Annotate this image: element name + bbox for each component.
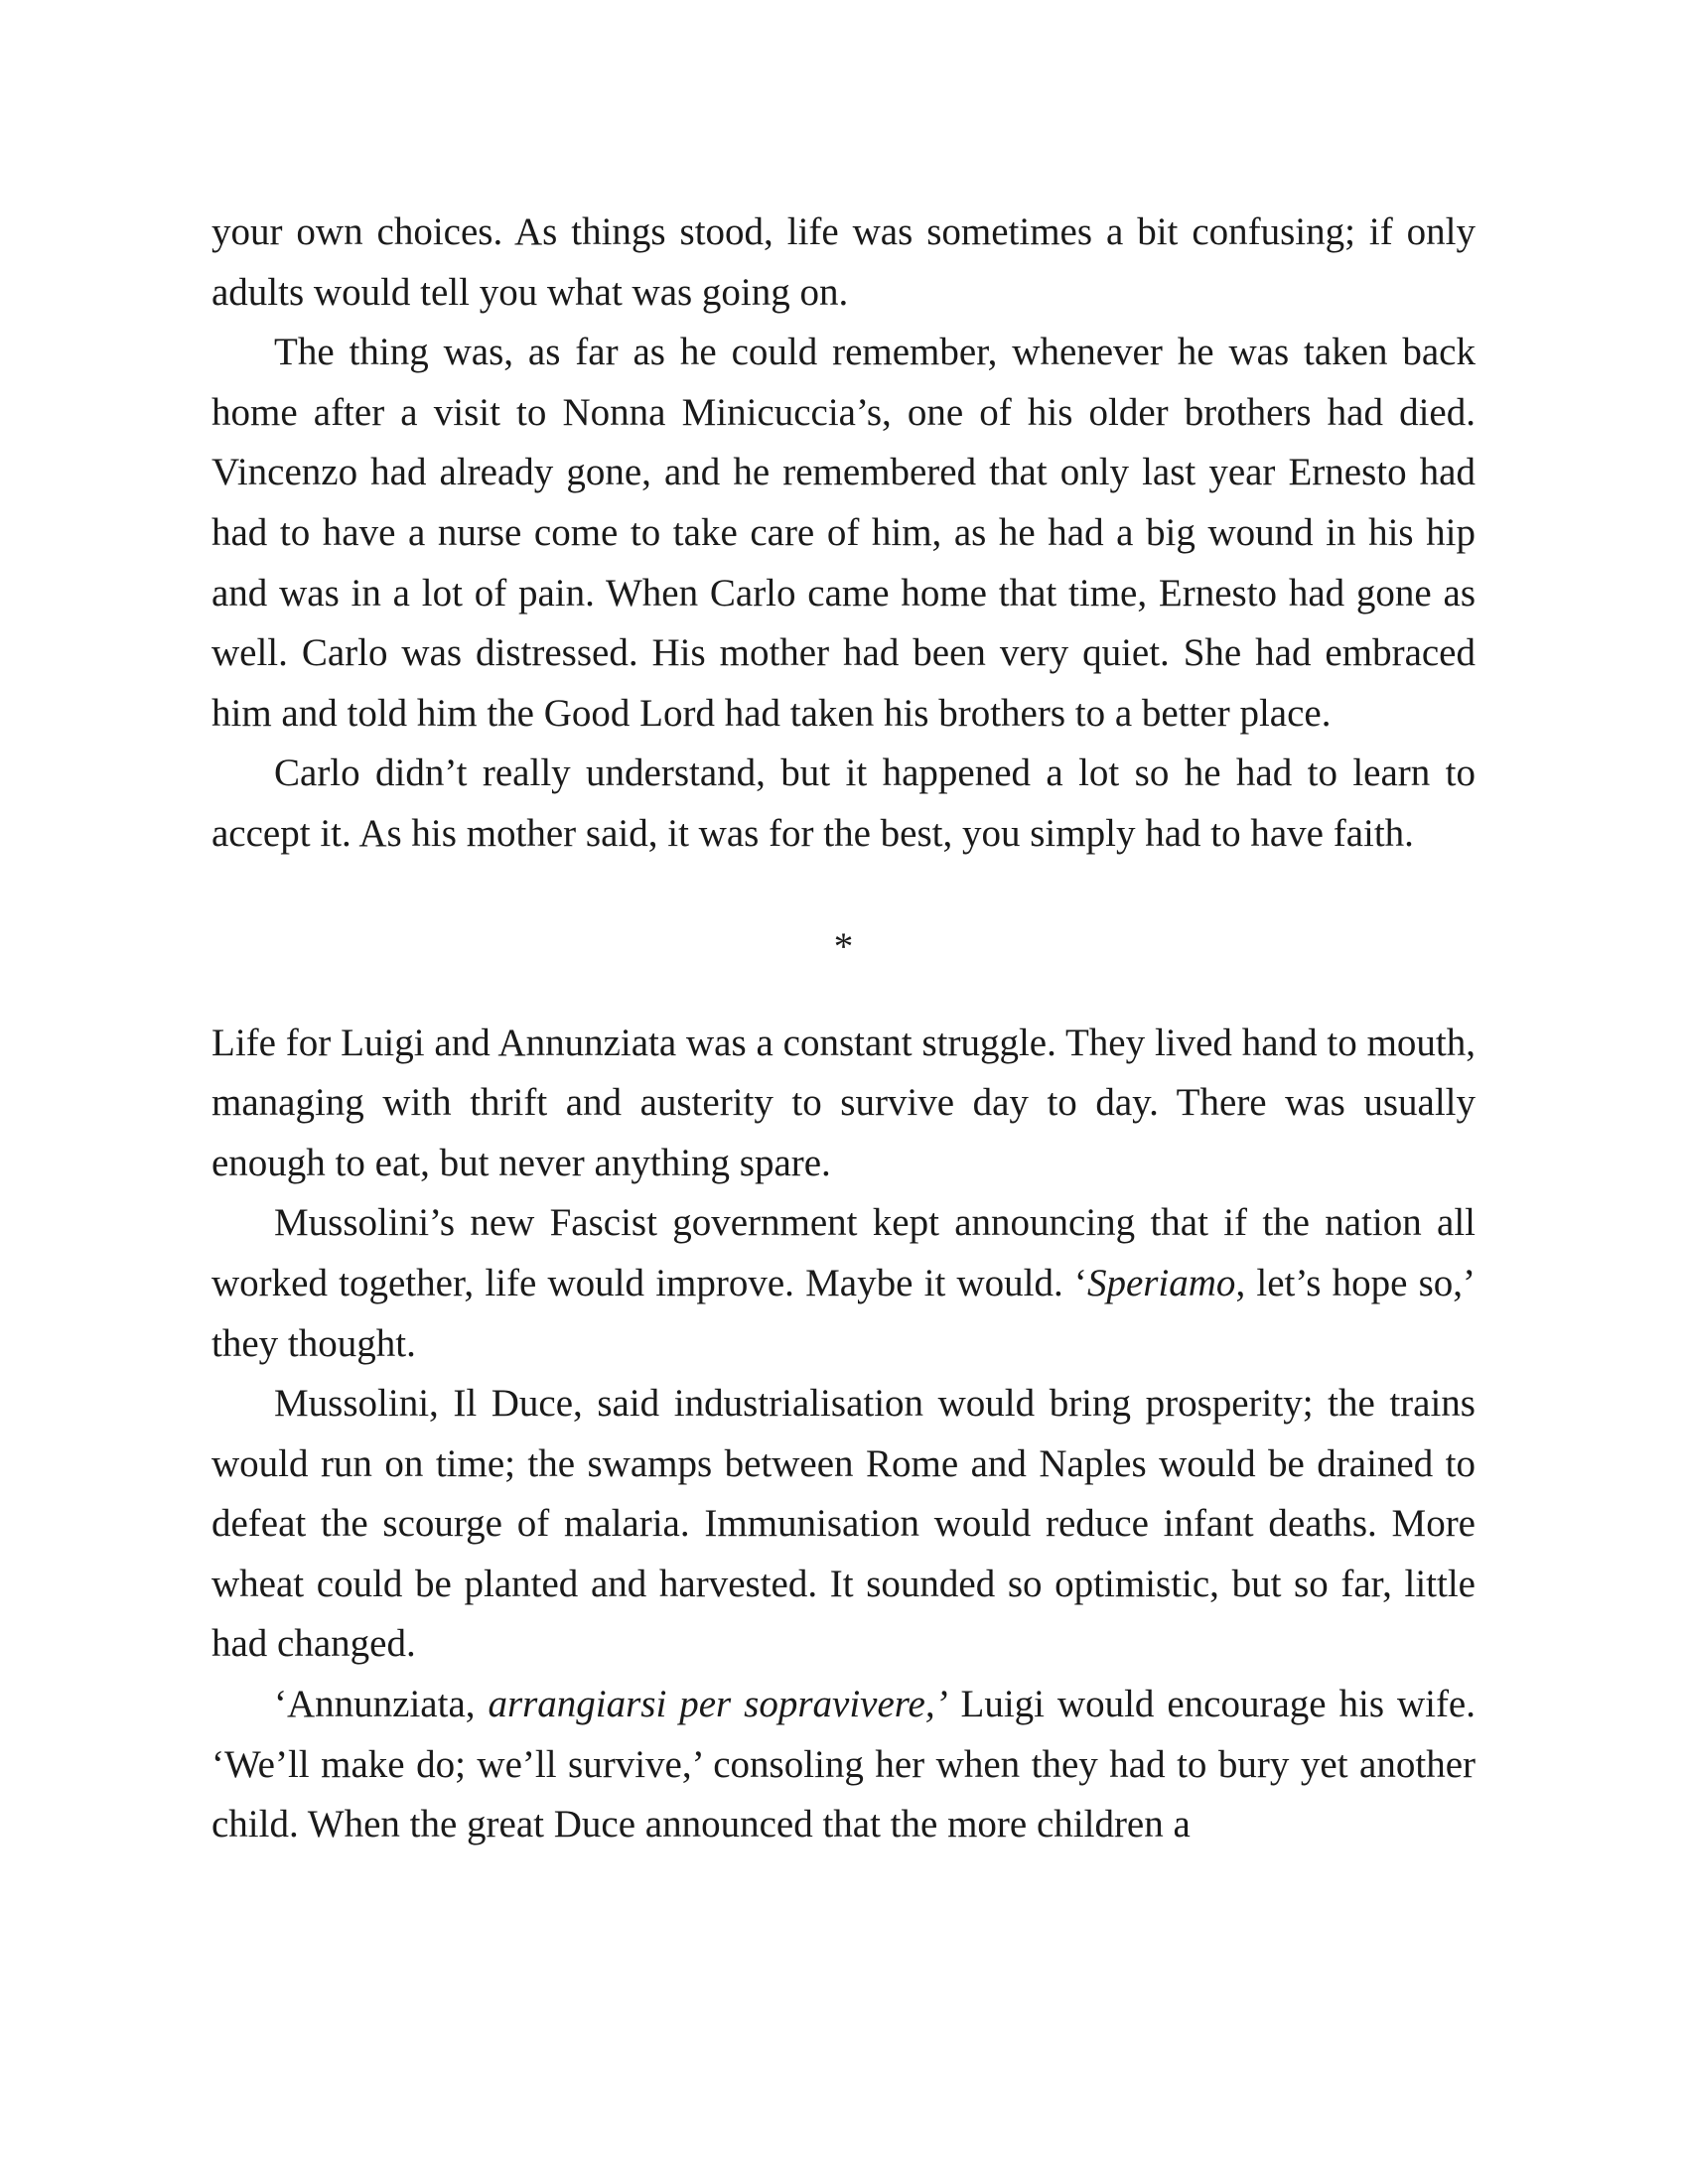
paragraph [211,1193,1476,1374]
paragraph: your own choices. As things stood, life was sometimes a bit confusing; if only adults would tell you what was going on. [211,210,1476,314]
paragraph: Mussolini, Il Duce, said industrialisation would bring prosperity; the trains would run on time; the swamps between Rome and Naples would be drained to defeat the scourge of malaria. Immunisation would reduce infant deaths. More wheat could be planted and harvested. It sounded so optimistic, but so far, little had changed. [211,1382,1476,1666]
paragraph: Life for Luigi and Annunziata was a constant struggle. They lived hand to mouth, managing with thrift and austerity to survive day to day. There was usually enough to eat, but never anything spare. [211,1021,1476,1184]
italic-phrase: Speriamo [1086,1261,1236,1304]
paragraph-text: , let’s hope so,’ they thought. [211,1261,1477,1365]
section-separator: * [833,924,854,968]
paragraph: The thing was, as far as he could remember, whenever he was taken back home after a visit to Nonna Minicuccia’s, one of his older brothers had died. Vincenzo had already gone, and he remembered that only last year Ernesto had had to have a nurse come to take care of him, as he had a big wound in his hip and was in a lot of pain. When Carlo came home that time, Ernesto had gone as well. Carlo was distressed. His mother had been very quiet. She had embraced him and told him the Good Lord had taken his brothers to a better place. [211,331,1476,735]
paragraph-text: Luigi would encourage his wife. ‘We’ll make do; we’ll survive,’ consoling her when they had to bury yet another child. When the great Duce announced that the more children a [211,1683,1476,1846]
paragraph [211,1675,1476,1855]
paragraph-text: ‘Annunziata, [274,1683,489,1726]
page-body [211,203,1476,1855]
paragraph-text: Mussolini’s new Fascist government kept announcing that if the nation all worked together, life would improve. Maybe it would. ‘ [211,1201,1476,1304]
paragraph: Carlo didn’t really understand, but it happened a lot so he had to learn to accept it. As his mother said, it was for the best, you simply had to have faith. [211,751,1476,855]
italic-phrase: arrangiarsi per sopravivere,’ [488,1683,948,1726]
